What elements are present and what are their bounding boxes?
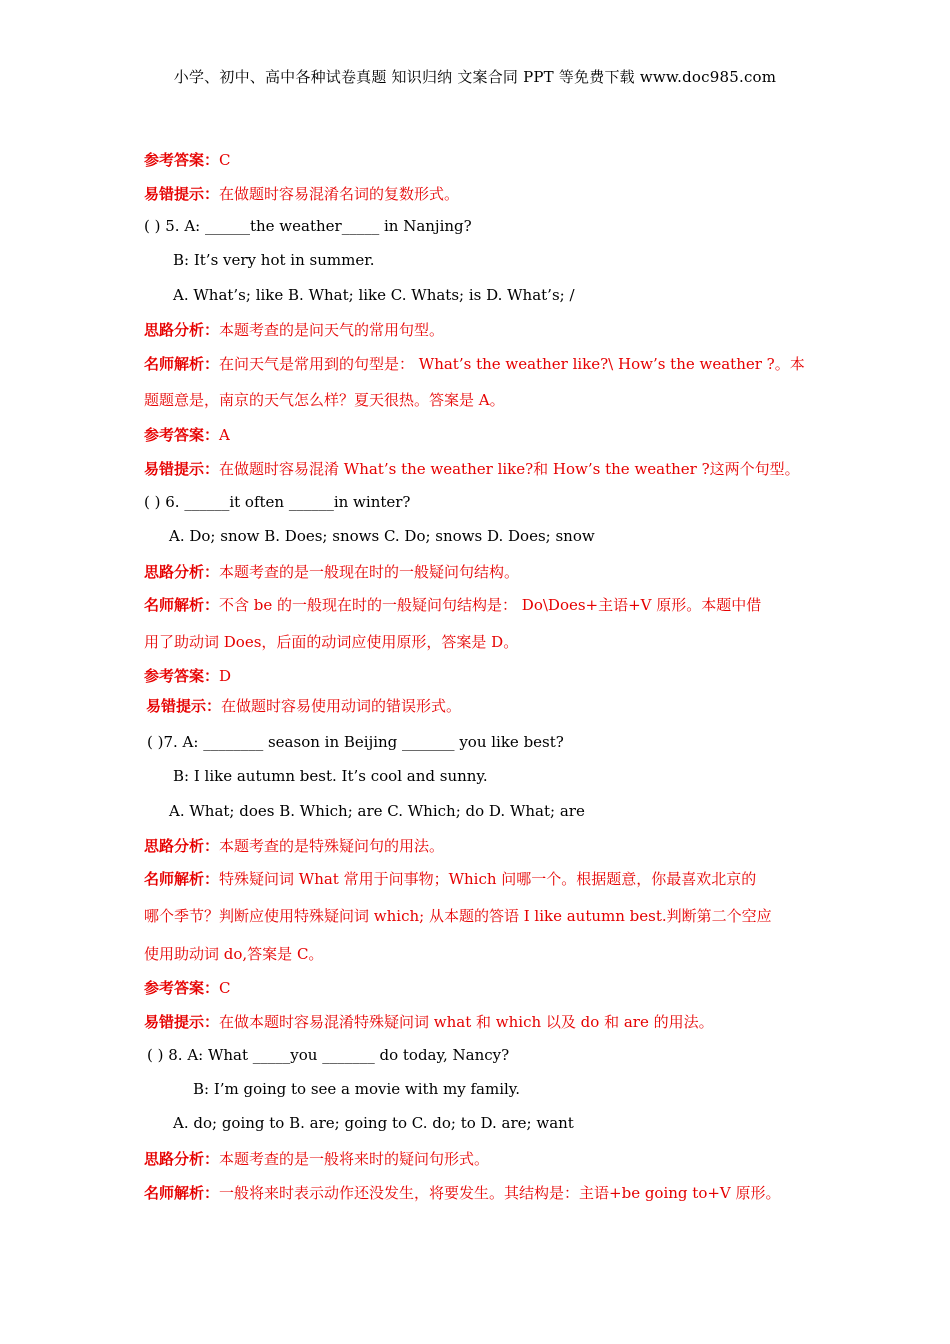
- analysis-label: 名师解析：: [144, 596, 220, 614]
- answer-line: [144, 977, 231, 998]
- idea-text: 本题考查的是一般将来时的疑问句形式。: [219, 1150, 490, 1168]
- analysis-continued: 哪个季节？判断应使用特殊疑问词 which; 从本题的答语 I like autumn best.判断第二个空应: [144, 907, 772, 925]
- question-8: ( ) 8. A: What _____you _______ do today, Nancy?: [147, 1046, 510, 1064]
- idea-text: 本题考查的是一般现在时的一般疑问句结构。: [219, 563, 520, 581]
- idea-line: [144, 835, 444, 856]
- analysis-label: 名师解析：: [144, 355, 220, 373]
- idea-label: 思路分析：: [144, 1150, 220, 1168]
- question-5-reply: B: It’s very hot in summer.: [173, 251, 375, 269]
- answer-text: D: [219, 667, 232, 685]
- analysis-line: [144, 868, 756, 889]
- answer-text: C: [219, 151, 231, 169]
- idea-text: 本题考查的是特殊疑问句的用法。: [219, 837, 445, 855]
- analysis-continued: 用了助动词 Does，后面的动词应使用原形，答案是 D。: [144, 633, 519, 651]
- analysis-line: [144, 594, 761, 615]
- analysis-text: 一般将来时表示动作还没发生，将要发生。其结构是：主语+be going to+V 原形。: [219, 1184, 781, 1202]
- idea-text: 本题考查的是问天气的常用句型。: [219, 321, 445, 339]
- analysis-continued: 使用助动词 do,答案是 C。: [144, 945, 324, 963]
- analysis-text: 不含 be 的一般现在时的一般疑问句结构是： Do\Does+主语+V 原形。本题中借: [219, 596, 762, 614]
- answer-line: [144, 149, 231, 170]
- idea-line: [144, 561, 519, 582]
- analysis-continued: 题题意是，南京的天气怎么样？夏天很热。答案是 A。: [144, 391, 505, 409]
- answer-text: C: [219, 979, 231, 997]
- answer-label: 参考答案：: [144, 151, 220, 169]
- tip-label: 易错提示：: [144, 1013, 220, 1031]
- tip-line: [144, 183, 459, 204]
- tip-text: 在做本题时容易混淆特殊疑问词 what 和 which 以及 do 和 are 的用法。: [219, 1013, 714, 1031]
- tip-line: [146, 695, 461, 716]
- tip-label: 易错提示：: [144, 185, 220, 203]
- analysis-label: 名师解析：: [144, 870, 220, 888]
- answer-text: A: [219, 426, 230, 444]
- analysis-label: 名师解析：: [144, 1184, 220, 1202]
- tip-text: 在做题时容易混淆名词的复数形式。: [219, 185, 460, 203]
- page-header: 小学、初中、高中各种试卷真题 知识归纳 文案合同 PPT 等免费下载 www.doc985.com: [173, 68, 777, 86]
- tip-label: 易错提示：: [146, 697, 222, 715]
- answer-label: 参考答案：: [144, 979, 220, 997]
- question-8-reply: B: I’m going to see a movie with my family.: [193, 1080, 521, 1098]
- answer-line: [144, 665, 231, 686]
- tip-label: 易错提示：: [144, 460, 220, 478]
- idea-line: [144, 319, 444, 340]
- idea-line: [144, 1148, 489, 1169]
- analysis-line: [144, 1182, 781, 1203]
- tip-line: [144, 458, 800, 479]
- question-7-reply: B: I like autumn best. It’s cool and sunny.: [173, 767, 488, 785]
- answer-label: 参考答案：: [144, 426, 220, 444]
- question-6-options: A. Do; snow B. Does; snows C. Do; snows D. Does; snow: [169, 527, 595, 545]
- idea-label: 思路分析：: [144, 563, 220, 581]
- question-5: ( ) 5. A: ______the weather_____ in Nanjing?: [144, 217, 472, 235]
- question-7-options: A. What; does B. Which; are C. Which; do D. What; are: [169, 802, 585, 820]
- answer-line: [144, 424, 230, 445]
- tip-text: 在做题时容易混淆 What’s the weather like?和 How’s the weather ?这两个句型。: [219, 460, 800, 478]
- question-7: ( )7. A: ________ season in Beijing _______ you like best?: [147, 733, 564, 751]
- tip-line: [144, 1011, 714, 1032]
- answer-label: 参考答案：: [144, 667, 220, 685]
- idea-label: 思路分析：: [144, 837, 220, 855]
- question-5-options: A. What’s; like B. What; like C. Whats; is D. What’s; /: [173, 286, 575, 304]
- analysis-line: [144, 353, 805, 374]
- analysis-text: 特殊疑问词 What 常用于问事物；Which 问哪一个。根据题意，你最喜欢北京的: [219, 870, 757, 888]
- analysis-text: 在问天气是常用到的句型是： What’s the weather like?\ How’s the weather ?。本: [219, 355, 805, 373]
- tip-text: 在做题时容易使用动词的错误形式。: [221, 697, 462, 715]
- question-6: ( ) 6. ______it often ______in winter?: [144, 493, 411, 511]
- question-8-options: A. do; going to B. are; going to C. do; to D. are; want: [173, 1114, 574, 1132]
- idea-label: 思路分析：: [144, 321, 220, 339]
